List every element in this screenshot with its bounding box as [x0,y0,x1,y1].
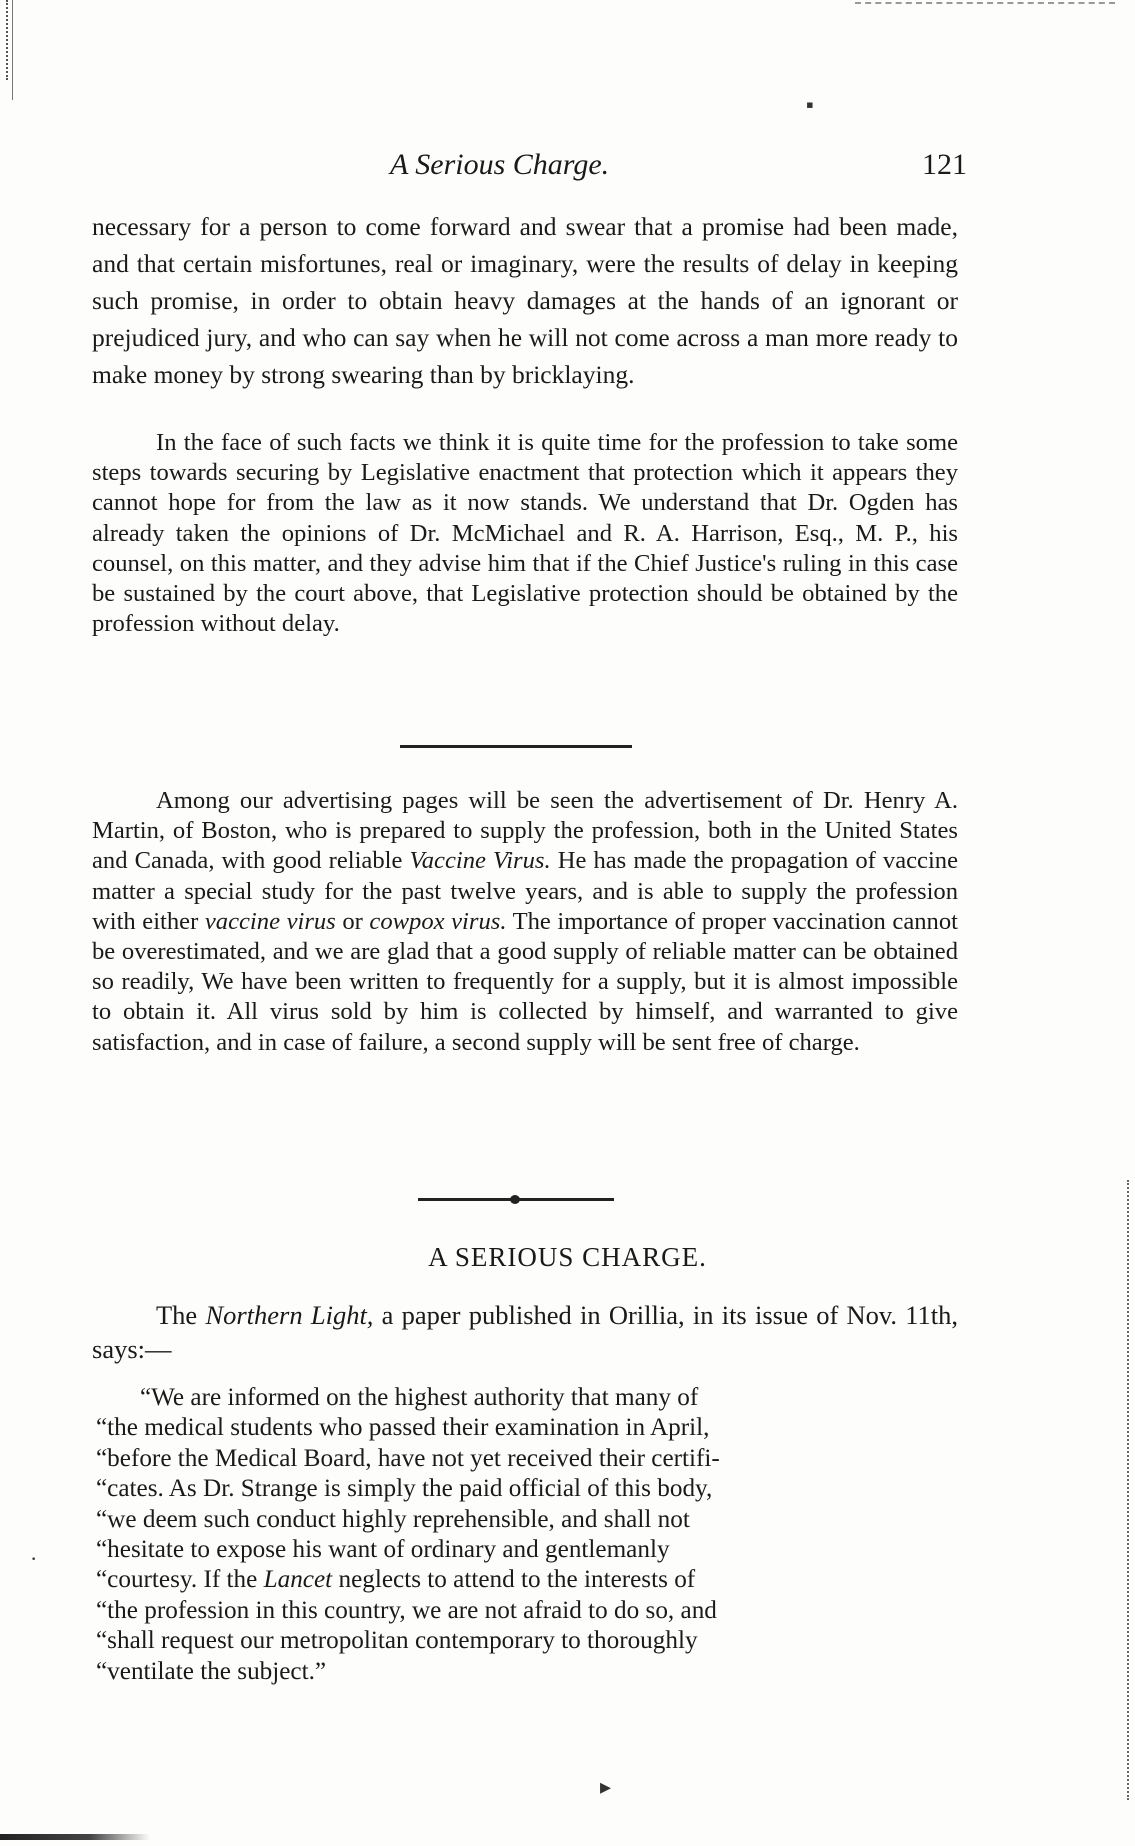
paragraph-northern-light [92,1298,958,1366]
scan-right-edge [1125,1180,1129,1800]
speck: · [30,1546,38,1571]
block-quote [92,1383,958,1687]
page-number: 121 [922,148,967,181]
section-heading: A SERIOUS CHARGE. [428,1242,707,1272]
italic-run: cowpox virus. [369,907,507,935]
quote-line: “we deem such conduct highly reprehensible, and shall not [96,1505,690,1533]
text-run: or [335,907,370,935]
text-run: Among our advertising pages will be seen the advertisement of Dr. Henry A. Martin, of Boston, who is prepared to supply the profession, both in the United States and Canada, with good reliable [92,787,958,875]
scan-edge-mark [6,0,10,80]
quote-line: “cates. As Dr. Strange is simply the paid official of this body, [96,1475,713,1503]
section-divider-ornament [418,1198,614,1201]
running-head [0,148,1135,188]
text-run: The [156,1300,206,1330]
scan-edge-line [12,0,13,100]
text-run: a paper published in Orillia, in its issue of Nov. 11th, says:— [92,1300,959,1364]
quote-line: “ventilate the subject.” [96,1657,327,1685]
quote-line [92,1565,958,1595]
speck: ▪ [806,92,814,117]
italic-run: Vaccine Virus. [409,847,551,875]
text-run: The importance of proper vaccination cannot be overestimated, and we are glad that a good supply of reliable matter can be obtained so readily, We have been written to frequently for a supply, but it is almost impossible to obtain it. All virus sold by him is collected by himself, and warranted to give satisfaction, and in case of failure, a second supply will be sent free of charge. [92,907,958,1056]
quote-line: “We are informed on the highest authority that many of [140,1384,699,1411]
paragraph-text [92,786,958,1058]
section-divider [400,745,632,748]
paragraph-text: In the face of such facts we think it is quite time for the profession to take some steps towards securing by Legislative enactment that protection which it appears they cannot hope for from the law as it now stands. We understand that Dr. Ogden has already taken the opinions of Dr. McMichael and R. A. Harrison, Esq., M. P., his counsel, on this matter, and they advise him that if the Chief Justice's ruling in this case be sustained by the court above, that Legislative protection should be obtained by the profession without delay. [92,429,958,638]
text-run: He has made the propagation of vaccine matter a special study for the past twelve years, and is able to supply the profession with either [92,847,958,935]
text-run: “courtesy. If the [96,1566,264,1594]
divider-dot [510,1195,520,1204]
quote-line: “the profession in this country, we are not afraid to do so, and [96,1596,717,1624]
scan-bottom-smudge [0,1834,150,1840]
paragraph-legislative [92,428,958,639]
paragraph-vaccine-advert [92,786,958,1058]
paragraph-continuation [92,208,958,393]
text-run: neglects to attend to the interests of [332,1566,696,1594]
paragraph-text [92,1298,958,1366]
quote-line: “hesitate to expose his want of ordinary and gentlemanly [96,1536,670,1564]
running-title: A Serious Charge. [390,148,610,181]
speck: ▸ [600,1774,612,1799]
italic-run: vaccine virus [204,907,336,935]
scan-top-mark [855,2,1115,6]
paragraph-text: necessary for a person to come forward and swear that a promise had been made, and that certain misfortunes, real or imaginary, were the results of delay in keeping such promise, in order to obtain heavy damages at the hands of an ignorant or prejudiced jury, and who can say when he will not come across a man more ready to make money by strong swearing than by bricklaying. [92,212,958,389]
quote-line: “the medical students who passed their examination in April, [96,1414,710,1442]
italic-run: Northern Light, [205,1300,374,1330]
quote-line: “shall request our metropolitan contemporary to thoroughly [96,1627,698,1655]
italic-run: Lancet [263,1566,333,1594]
quote-line: “before the Medical Board, have not yet received their certifi- [96,1444,720,1472]
